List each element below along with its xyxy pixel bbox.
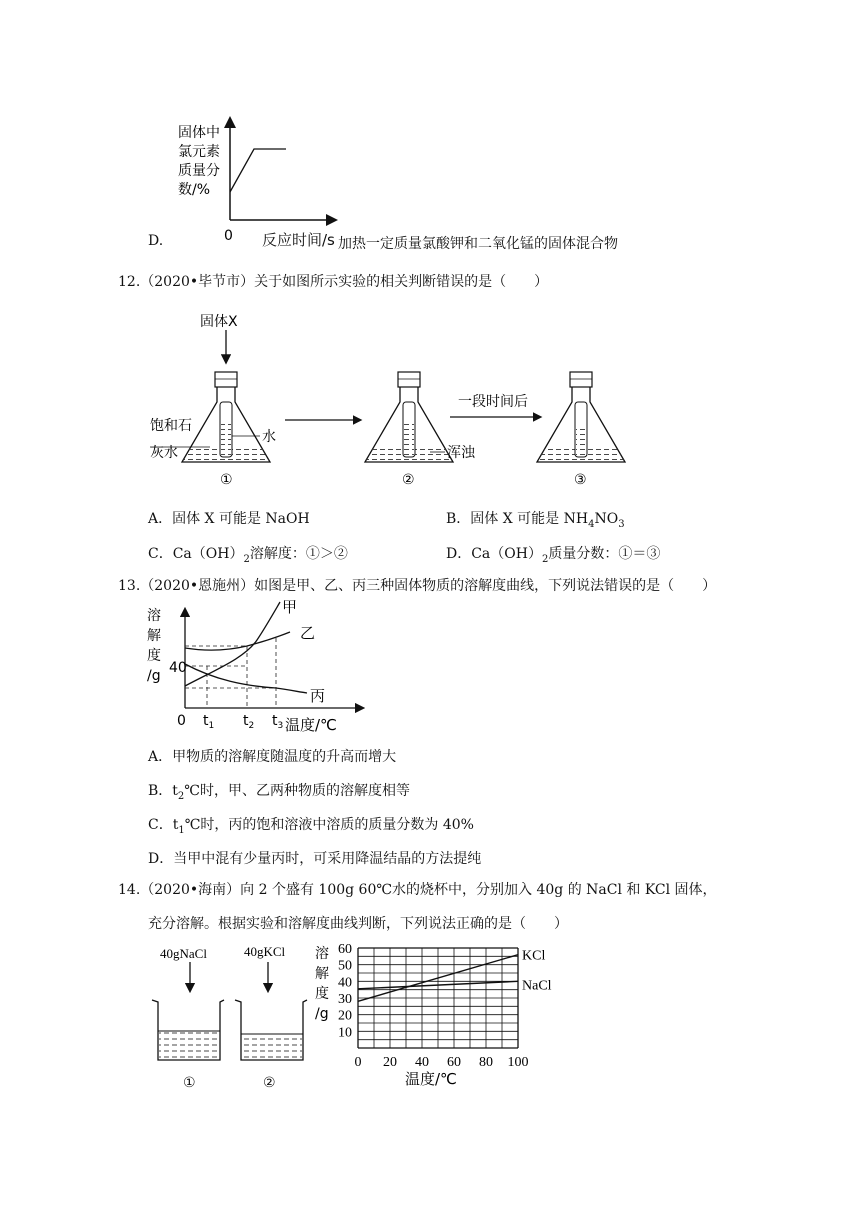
q14-y-tick: 10 bbox=[338, 1025, 352, 1041]
q12-flask-3 bbox=[537, 372, 625, 462]
q14-series-label-nacl: NaCl bbox=[522, 978, 552, 994]
q13-y-label-3: 度 bbox=[147, 648, 161, 664]
q13-x-tick-t1: $t_1$ bbox=[203, 713, 215, 731]
q11-x-label: 反应时间/s bbox=[262, 231, 335, 249]
q11-y-label-2: 氯元素 bbox=[178, 144, 220, 160]
q12-saturated-label-1: 饱和石 bbox=[150, 418, 192, 434]
q14-x-tick: 80 bbox=[479, 1055, 493, 1070]
q13-y-label-4: /g bbox=[147, 668, 161, 684]
q14-y-tick: 20 bbox=[338, 1008, 352, 1024]
q12-option-a: A．固体 X 可能是 NaOH bbox=[148, 511, 310, 527]
q14-x-tick: 100 bbox=[507, 1055, 529, 1070]
q14-y-tick: 30 bbox=[338, 992, 352, 1007]
q14-x-tick: 20 bbox=[383, 1055, 397, 1070]
q14-beakers bbox=[140, 940, 320, 1070]
q12-flask-2 bbox=[365, 372, 453, 462]
q11-option-d-text: 加热一定质量氯酸钾和二氧化锰的固体混合物 bbox=[338, 236, 618, 252]
q14-stem-line-2: 充分溶解。根据实验和溶解度曲线判断，下列说法正确的是（ ） bbox=[148, 916, 568, 932]
q13-chart bbox=[145, 600, 375, 735]
q12-after-time-label: 一段时间后 bbox=[458, 394, 528, 410]
q13-y-label-1: 溶 bbox=[147, 608, 161, 624]
q12-water-label: 水 bbox=[262, 429, 276, 445]
q13-option-b: B．$t_2℃$时，甲、乙两种物质的溶解度相等 bbox=[148, 783, 410, 802]
q13-curve-yi bbox=[185, 632, 290, 650]
q13-option-a: A．甲物质的溶解度随温度的升高而增大 bbox=[148, 749, 397, 765]
q13-y-label-2: 解 bbox=[147, 628, 161, 644]
q14-beaker-2 bbox=[235, 1000, 307, 1060]
q12-option-b: B．固体 X 可能是 $NH_4NO_3$ bbox=[446, 511, 625, 530]
q14-beaker-2-label: 40gKCl bbox=[244, 944, 286, 959]
q14-x-tick: 60 bbox=[447, 1055, 461, 1070]
q13-series-label-yi: 乙 bbox=[300, 624, 316, 642]
q12-turbid-label: 浑浊 bbox=[447, 445, 475, 461]
q13-x-tick-t2: $t_2$ bbox=[243, 713, 255, 731]
q14-chart bbox=[310, 938, 560, 1088]
q14-beaker-1 bbox=[152, 1000, 224, 1060]
q12-label-1: ① bbox=[220, 472, 233, 488]
q12-figure bbox=[140, 302, 640, 490]
q14-x-label: 温度/℃ bbox=[405, 1070, 457, 1088]
q13-origin: 0 bbox=[177, 713, 186, 729]
q13-series-label-jia: 甲 bbox=[282, 600, 298, 616]
q14-beaker-label-2: ② bbox=[263, 1075, 276, 1091]
q13-x-label: 温度/℃ bbox=[285, 716, 337, 734]
q12-stem: 12.（2020•毕节市）关于如图所示实验的相关判断错误的是（ ） bbox=[118, 274, 549, 290]
q11-origin: 0 bbox=[224, 228, 233, 244]
q11-y-label-4: 数/% bbox=[178, 182, 211, 198]
q14-y-label-4: /g bbox=[315, 1006, 329, 1022]
q14-stem-line-1: 14.（2020•海南）向 2 个盛有 100g 60℃水的烧杯中，分别加入 40g 的 NaCl 和 KCl 固体， bbox=[118, 882, 717, 898]
q14-beaker-label-1: ① bbox=[183, 1075, 196, 1091]
q12-flask-1 bbox=[182, 330, 270, 462]
q14-y-label-2: 解 bbox=[315, 966, 329, 982]
q12-solid-x-label: 固体X bbox=[200, 314, 238, 330]
q12-label-3: ③ bbox=[574, 472, 587, 488]
q14-x-tick: 0 bbox=[354, 1055, 362, 1070]
q14-beaker-1-label: 40gNaCl bbox=[160, 946, 207, 961]
q12-option-d: D．$Ca(OH)_2$质量分数：①＝③ bbox=[446, 546, 661, 565]
q13-x-tick-t3: $t_3$ bbox=[272, 713, 284, 731]
q13-series-label-bing: 丙 bbox=[310, 687, 326, 705]
q14-y-tick: 40 bbox=[338, 975, 352, 991]
q14-series-label-kcl: KCl bbox=[522, 948, 546, 964]
q11-y-label-1: 固体中 bbox=[178, 125, 220, 141]
q14-y-tick: 60 bbox=[338, 942, 352, 957]
q11-curve bbox=[230, 149, 286, 192]
q14-y-tick: 50 bbox=[338, 958, 352, 974]
q14-y-label-3: 度 bbox=[315, 986, 329, 1002]
q12-saturated-label-2: 灰水 bbox=[150, 445, 178, 461]
q13-option-d: D．当甲中混有少量丙时，可采用降温结晶的方法提纯 bbox=[148, 851, 482, 867]
q13-stem: 13.（2020•恩施州）如图是甲、乙、丙三种固体物质的溶解度曲线，下列说法错误的是（ ） bbox=[118, 578, 717, 594]
q13-curve-bing bbox=[185, 664, 307, 693]
q11-option-d-letter: D. bbox=[148, 233, 164, 249]
q14-x-tick: 40 bbox=[415, 1055, 429, 1070]
q13-y-tick-40: 40 bbox=[169, 660, 187, 676]
q13-curve-jia bbox=[185, 602, 280, 686]
q12-option-c: C．$Ca(OH)_2$溶解度：①＞② bbox=[148, 546, 348, 565]
q11-y-label-3: 质量分 bbox=[178, 163, 220, 179]
q12-label-2: ② bbox=[402, 472, 415, 488]
q13-option-c: C．$t_1℃$时，丙的饱和溶液中溶质的质量分数为 40% bbox=[148, 817, 474, 836]
q14-y-label-1: 溶 bbox=[315, 946, 329, 962]
